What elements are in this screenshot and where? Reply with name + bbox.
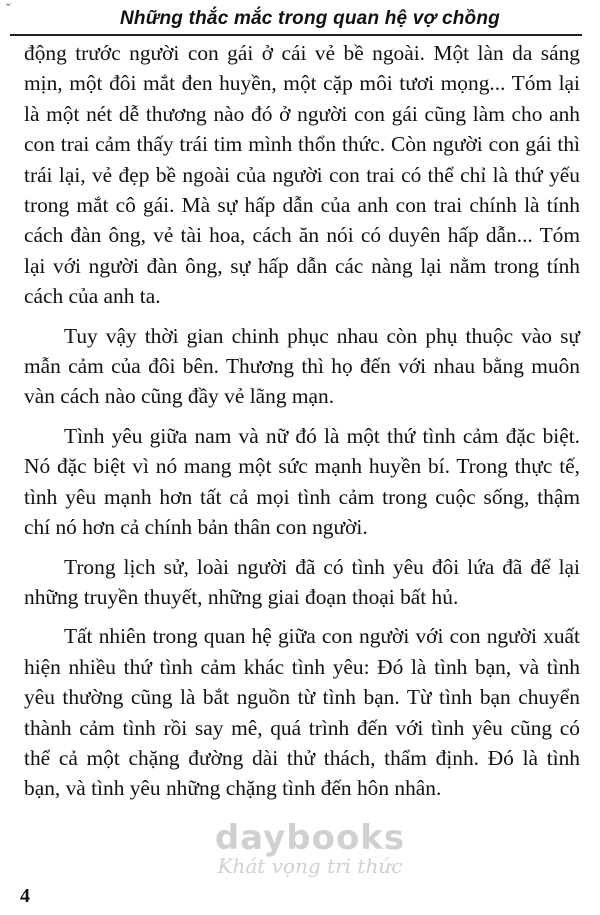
paragraph-4: Trong lịch sử, loài người đã có tình yêu đôi lứa đã để lại những truyền thuyết, những giai đoạn thoại bất hủ.	[24, 554, 580, 609]
body-text	[24, 38, 580, 804]
corner-mark: ˇ	[6, 2, 11, 17]
paragraph-1: động trước người con gái ở cái vẻ bề ngoài. Một làn da sáng mịn, một đôi mắt đen huyền, một cặp môi tươi mọng... Tóm lại là một nét dễ thương nào đó ở người con gái cũng làm cho anh con trai cảm thấy trái tim mình thổn thức. Còn người con gái thì trái lại, vẻ đẹp bề ngoài của người con trai có thể chỉ là thứ yếu trong mắt cô gái. Mà sự hấp dẫn của anh con trai chính là tính cách đàn ông, vẻ tài hoa, cách ăn nói có duyên hấp dẫn... Tóm lại với người đàn ông, sự hấp dẫn các nàng lại nằm trong tính cách của anh ta.	[24, 41, 580, 309]
header-rule	[10, 34, 582, 36]
page-number: 4	[20, 885, 30, 907]
watermark	[150, 818, 470, 878]
paragraph-3: Tình yêu giữa nam và nữ đó là một thứ tình cảm đặc biệt. Nó đặc biệt vì nó mang một sức mạnh huyền bí. Trong thực tế, tình yêu mạnh hơn tất cả mọi tình cảm trong cuộc sống, thậm chí nó hơn cả chính bản thân con người.	[24, 423, 580, 540]
paragraph-5: Tất nhiên trong quan hệ giữa con người với con người xuất hiện nhiều thứ tình cảm khác tình yêu: Đó là tình bạn, và tình yêu thường cũng là bắt nguồn từ tình bạn. Từ tình bạn chuyển thành cảm tình rồi say mê, quá trình đến với tình yêu cũng có thể cả một chặng đường dài thử thách, thẩm định. Đó là tình bạn, và tình yêu những chặng tình đến hôn nhân.	[24, 624, 580, 801]
watermark-slogan: Khát vọng tri thức	[217, 854, 403, 878]
paragraph-2: Tuy vậy thời gian chinh phục nhau còn phụ thuộc vào sự mẫn cảm của đôi bên. Thương thì họ đến với nhau bằng muôn vàn cách nào cũng đầy vẻ lãng mạn.	[24, 323, 580, 409]
running-header: Những thắc mắc trong quan hệ vợ chồng	[120, 8, 500, 29]
watermark-brand: daybooks	[214, 818, 406, 858]
